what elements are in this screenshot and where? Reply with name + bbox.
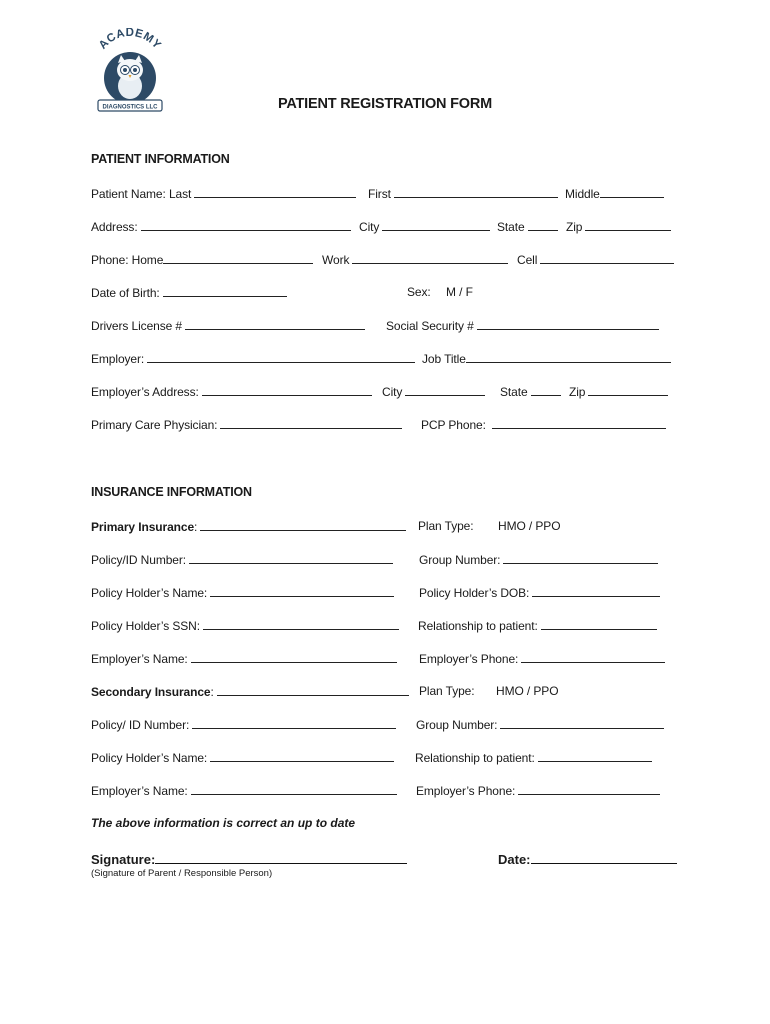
policy-holder-ssn-label: Policy Holder’s SSN: — [91, 619, 200, 633]
plan-type-2-options[interactable]: HMO / PPO — [496, 684, 559, 698]
employer-address-field[interactable] — [202, 384, 372, 396]
work-phone-label: Work — [322, 253, 350, 267]
primary-insurance-field[interactable] — [200, 519, 406, 531]
employer-phone-2-label: Employer’s Phone: — [416, 784, 516, 798]
address-field[interactable] — [141, 219, 351, 231]
employer-city-label: City — [382, 385, 403, 399]
state-field[interactable] — [528, 219, 558, 231]
middle-name-field[interactable] — [600, 186, 664, 198]
first-name-field[interactable] — [394, 186, 558, 198]
date-block — [498, 850, 677, 867]
city-field[interactable] — [382, 219, 490, 231]
primary-insurance-label: Primary Insurance — [91, 520, 195, 534]
zip-field[interactable] — [585, 219, 671, 231]
pcp-phone-label: PCP Phone: — [421, 418, 486, 432]
pcp-phone-field[interactable] — [492, 417, 666, 429]
secondary-insurance-label: Secondary Insurance — [91, 685, 211, 699]
employer-city-field[interactable] — [405, 384, 485, 396]
employer-address-label: Employer’s Address: — [91, 385, 199, 399]
relationship-label: Relationship to patient: — [418, 619, 538, 633]
date-field[interactable] — [531, 850, 677, 864]
form-title: PATIENT REGISTRATION FORM — [277, 96, 493, 112]
employer-field[interactable] — [147, 351, 415, 363]
home-phone-label: Phone: Home — [91, 253, 164, 267]
group-number-2-label: Group Number: — [416, 718, 498, 732]
employer-phone-2-field[interactable] — [518, 783, 660, 795]
employer-zip-label: Zip — [569, 385, 586, 399]
employer-name-label: Employer’s Name: — [91, 652, 188, 666]
policy-holder-name-label: Policy Holder’s Name: — [91, 586, 208, 600]
dob-label: Date of Birth: — [91, 286, 160, 300]
svg-text:ACADEMY: ACADEMY — [96, 28, 164, 52]
ssn-field[interactable] — [477, 318, 659, 330]
last-name-field[interactable] — [194, 186, 356, 198]
job-title-field[interactable] — [466, 351, 671, 363]
city-label: City — [359, 220, 380, 234]
employer-state-label: State — [500, 385, 528, 399]
group-number-field[interactable] — [503, 552, 658, 564]
sex-options[interactable]: M / F — [446, 285, 473, 299]
plan-type-options[interactable]: HMO / PPO — [498, 519, 561, 533]
work-phone-field[interactable] — [352, 252, 508, 264]
policy-id-field[interactable] — [189, 552, 393, 564]
zip-label: Zip — [566, 220, 583, 234]
employer-name-field[interactable] — [191, 651, 397, 663]
plan-type-label: Plan Type: — [418, 519, 474, 533]
address-label: Address: — [91, 220, 138, 234]
employer-name-2-field[interactable] — [191, 783, 397, 795]
plan-type-2-label: Plan Type: — [419, 684, 475, 698]
cell-phone-field[interactable] — [540, 252, 674, 264]
middle-name-label: Middle — [565, 187, 600, 201]
date-label: Date: — [498, 852, 531, 867]
relationship-2-label: Relationship to patient: — [415, 751, 535, 765]
policy-holder-dob-field[interactable] — [532, 585, 660, 597]
employer-zip-field[interactable] — [588, 384, 668, 396]
drivers-license-field[interactable] — [185, 318, 365, 330]
signature-block — [91, 850, 407, 867]
employer-label: Employer: — [91, 352, 145, 366]
drivers-license-label: Drivers License # — [91, 319, 183, 333]
attestation-text: The above information is correct an up to date — [91, 816, 356, 830]
first-name-label: First — [368, 187, 391, 201]
pcp-field[interactable] — [220, 417, 402, 429]
pcp-label: Primary Care Physician: — [91, 418, 218, 432]
policy-id-label: Policy/ID Number: — [91, 553, 186, 567]
policy-id-2-label: Policy/ ID Number: — [91, 718, 190, 732]
employer-state-field[interactable] — [531, 384, 561, 396]
signature-note: (Signature of Parent / Responsible Person) — [91, 868, 273, 879]
dob-field[interactable] — [163, 285, 287, 297]
group-number-2-field[interactable] — [500, 717, 664, 729]
signature-field[interactable] — [155, 850, 407, 864]
group-number-label: Group Number: — [419, 553, 501, 567]
svg-text:DIAGNOSTICS LLC: DIAGNOSTICS LLC — [102, 104, 158, 111]
relationship-2-field[interactable] — [538, 750, 652, 762]
policy-holder-name-2-field[interactable] — [210, 750, 394, 762]
cell-phone-label: Cell — [517, 253, 538, 267]
relationship-field[interactable] — [541, 618, 657, 630]
signature-label: Signature: — [91, 852, 156, 867]
patient-information-heading: PATIENT INFORMATION — [91, 152, 230, 166]
sex-label: Sex: — [407, 285, 431, 299]
policy-id-2-field[interactable] — [192, 717, 396, 729]
policy-holder-dob-label: Policy Holder’s DOB: — [419, 586, 530, 600]
policy-holder-ssn-field[interactable] — [203, 618, 399, 630]
secondary-insurance-field[interactable] — [217, 684, 409, 696]
employer-phone-field[interactable] — [521, 651, 665, 663]
home-phone-field[interactable] — [163, 252, 313, 264]
insurance-information-heading: INSURANCE INFORMATION — [91, 485, 252, 499]
last-name-label: Patient Name: Last — [91, 187, 192, 201]
job-title-label: Job Title — [422, 352, 466, 366]
employer-phone-label: Employer’s Phone: — [419, 652, 519, 666]
policy-holder-name-2-label: Policy Holder’s Name: — [91, 751, 208, 765]
ssn-label: Social Security # — [386, 319, 474, 333]
employer-name-2-label: Employer’s Name: — [91, 784, 188, 798]
state-label: State — [497, 220, 525, 234]
policy-holder-name-field[interactable] — [210, 585, 394, 597]
